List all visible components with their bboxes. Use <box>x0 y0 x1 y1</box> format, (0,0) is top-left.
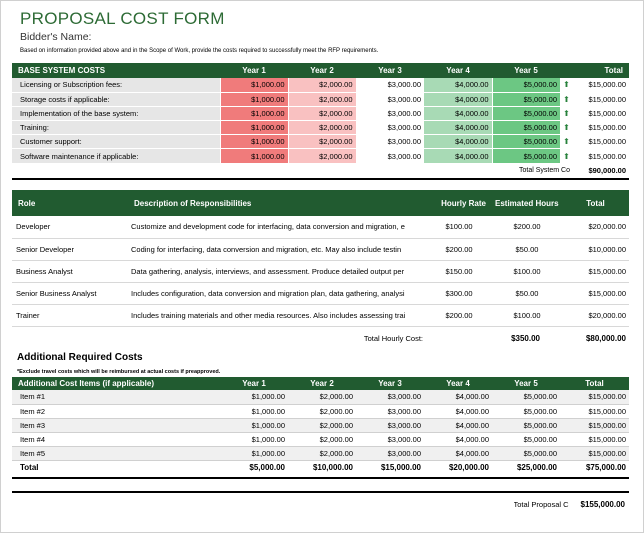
add-row-total: $15,000.00 <box>560 404 629 418</box>
col-header-hourly-rate: Hourly Rate <box>426 190 492 216</box>
role-description: Coding for interfacing, data conversion and migration, etc. May also include testin <box>128 238 426 260</box>
year4-cost[interactable]: $4,000.00 <box>424 92 492 106</box>
additional-item-row <box>12 446 629 460</box>
add-year1-cost[interactable]: $1,000.00 <box>220 446 288 460</box>
spacer <box>12 327 128 349</box>
proposal-divider-top <box>12 477 629 479</box>
add-total-year5: $25,000.00 <box>516 462 557 472</box>
col-header-add-year1: Year 1 <box>220 377 288 390</box>
add-year4-cost[interactable]: $4,000.00 <box>424 432 492 446</box>
year3-cost[interactable]: $3,000.00 <box>356 106 424 120</box>
year3-cost[interactable]: $3,000.00 <box>356 149 424 163</box>
year2-cost[interactable]: $2,000.00 <box>288 149 356 163</box>
cost-item-label: Customer support: <box>12 135 220 149</box>
add-row-total: $15,000.00 <box>560 432 629 446</box>
add-year1-cost[interactable]: $1,000.00 <box>220 404 288 418</box>
add-total-year4: $20,000.00 <box>448 462 489 472</box>
year1-cost[interactable]: $1,000.00 <box>220 92 288 106</box>
col-header-year5: Year 5 <box>492 63 560 78</box>
year4-cost[interactable]: $4,000.00 <box>424 149 492 163</box>
cost-item-label: Software maintenance if applicable: <box>12 149 220 163</box>
bidder-name-label[interactable]: Bidder's Name: <box>20 31 92 43</box>
role-row <box>12 283 629 305</box>
col-header-estimated-hours: Estimated Hours <box>492 190 562 216</box>
year1-cost[interactable]: $1,000.00 <box>220 78 288 92</box>
row-total: $15,000.00 <box>573 78 629 92</box>
year5-cost[interactable]: $5,000.00 <box>492 149 560 163</box>
year4-cost[interactable]: $4,000.00 <box>424 106 492 120</box>
year3-cost[interactable]: $3,000.00 <box>356 78 424 92</box>
col-header-base-system: BASE SYSTEM COSTS <box>12 63 220 78</box>
role-row <box>12 260 629 282</box>
role-total: $20,000.00 <box>562 216 629 238</box>
base-system-row <box>12 121 629 135</box>
year3-cost[interactable]: $3,000.00 <box>356 92 424 106</box>
total-hourly-cost-label: Total Hourly Cost: <box>363 333 423 343</box>
year5-cost[interactable]: $5,000.00 <box>492 92 560 106</box>
year5-cost[interactable]: $5,000.00 <box>492 121 560 135</box>
additional-item-label: Item #4 <box>12 432 220 446</box>
additional-total-row <box>12 460 629 474</box>
cost-item-label: Storage costs if applicable: <box>12 92 220 106</box>
additional-costs-table <box>12 377 629 474</box>
add-year5-cost[interactable]: $5,000.00 <box>492 404 560 418</box>
total-system-cost-value: $90,000.00 <box>573 163 629 177</box>
base-system-row <box>12 92 629 106</box>
base-system-row <box>12 149 629 163</box>
role-name: Senior Business Analyst <box>12 283 128 305</box>
add-year4-cost[interactable]: $4,000.00 <box>424 390 492 404</box>
col-header-description: Description of Responsibilities <box>128 190 426 216</box>
col-header-add-total: Total <box>560 377 629 390</box>
add-year1-cost[interactable]: $1,000.00 <box>220 418 288 432</box>
add-row-total: $15,000.00 <box>560 418 629 432</box>
role-description: Includes configuration, data conversion and migration plan, data gathering, analysi <box>128 283 426 305</box>
col-header-indicator <box>560 63 573 78</box>
year1-cost[interactable]: $1,000.00 <box>220 135 288 149</box>
add-total-year2: $10,000.00 <box>312 462 353 472</box>
role-total: $10,000.00 <box>562 238 629 260</box>
role-description: Data gathering, analysis, interviews, and assessment. Produce detailed output per <box>128 260 426 282</box>
col-header-add-year5: Year 5 <box>492 377 560 390</box>
col-header-add-year3: Year 3 <box>356 377 424 390</box>
hourly-rate[interactable]: $300.00 <box>426 283 492 305</box>
total-hourly-rate: $350.00 <box>511 333 540 343</box>
year1-cost[interactable]: $1,000.00 <box>220 121 288 135</box>
year2-cost[interactable]: $2,000.00 <box>288 121 356 135</box>
year2-cost[interactable]: $2,000.00 <box>288 78 356 92</box>
form-title: PROPOSAL COST FORM <box>20 9 225 28</box>
additional-item-label: Item #1 <box>12 390 220 404</box>
add-row-total: $15,000.00 <box>560 390 629 404</box>
add-year2-cost[interactable]: $2,000.00 <box>288 432 356 446</box>
estimated-hours[interactable]: $50.00 <box>492 283 562 305</box>
instructions-note: Based on information provided above and in the Scope of Work, provide the costs required to successfully meet the RFP requirements. <box>20 48 379 54</box>
additional-total-label: Total <box>20 462 39 472</box>
add-year4-cost[interactable]: $4,000.00 <box>424 446 492 460</box>
year4-cost[interactable]: $4,000.00 <box>424 121 492 135</box>
additional-header-row <box>12 377 629 390</box>
estimated-hours[interactable]: $50.00 <box>492 238 562 260</box>
add-year5-cost[interactable]: $5,000.00 <box>492 418 560 432</box>
roles-header-row <box>12 190 629 216</box>
role-total: $15,000.00 <box>562 260 629 282</box>
spacer <box>12 163 492 177</box>
row-total: $15,000.00 <box>573 106 629 120</box>
up-arrow-icon: ⬆ <box>560 106 573 120</box>
add-total-year3: $15,000.00 <box>380 462 421 472</box>
year4-cost[interactable]: $4,000.00 <box>424 78 492 92</box>
col-header-add-year2: Year 2 <box>288 377 356 390</box>
total-proposal-label: Total Proposal C <box>513 500 569 509</box>
year5-cost[interactable]: $5,000.00 <box>492 78 560 92</box>
add-year3-cost[interactable]: $3,000.00 <box>356 404 424 418</box>
base-system-total-row <box>12 163 629 177</box>
base-system-row <box>12 78 629 92</box>
cost-item-label: Training: <box>12 121 220 135</box>
col-header-year4: Year 4 <box>424 63 492 78</box>
add-year3-cost[interactable]: $3,000.00 <box>356 432 424 446</box>
roles-total-row <box>12 327 629 349</box>
col-header-additional-items: Additional Cost Items (if applicable) <box>12 377 220 390</box>
total-proposal-cost <box>420 500 625 509</box>
add-year5-cost[interactable]: $5,000.00 <box>492 432 560 446</box>
section-divider <box>12 178 629 180</box>
estimated-hours[interactable]: $100.00 <box>492 260 562 282</box>
up-arrow-icon: ⬆ <box>560 149 573 163</box>
year2-cost[interactable]: $2,000.00 <box>288 92 356 106</box>
role-row <box>12 305 629 327</box>
add-total-year1: $5,000.00 <box>249 462 285 472</box>
row-total: $15,000.00 <box>573 149 629 163</box>
add-year3-cost[interactable]: $3,000.00 <box>356 446 424 460</box>
additional-item-label: Item #3 <box>12 418 220 432</box>
up-arrow-icon: ⬆ <box>560 135 573 149</box>
add-year5-cost[interactable]: $5,000.00 <box>492 446 560 460</box>
col-header-year3: Year 3 <box>356 63 424 78</box>
add-year1-cost[interactable]: $1,000.00 <box>220 432 288 446</box>
role-total: $15,000.00 <box>562 283 629 305</box>
add-year2-cost[interactable]: $2,000.00 <box>288 446 356 460</box>
role-name: Senior Developer <box>12 238 128 260</box>
travel-exclusion-note: *Exclude travel costs which will be reimbursed at actual costs if preapproved. <box>17 369 221 375</box>
hourly-rate[interactable]: $200.00 <box>426 305 492 327</box>
role-total: $20,000.00 <box>562 305 629 327</box>
up-arrow-icon: ⬆ <box>560 121 573 135</box>
up-arrow-icon: ⬆ <box>560 78 573 92</box>
add-year3-cost[interactable]: $3,000.00 <box>356 418 424 432</box>
add-total-grand: $75,000.00 <box>585 462 626 472</box>
additional-item-row <box>12 404 629 418</box>
role-name: Trainer <box>12 305 128 327</box>
additional-item-row <box>12 390 629 404</box>
role-row <box>12 238 629 260</box>
year5-cost[interactable]: $5,000.00 <box>492 106 560 120</box>
hourly-rate[interactable]: $200.00 <box>426 238 492 260</box>
add-year2-cost[interactable]: $2,000.00 <box>288 418 356 432</box>
up-arrow-icon: ⬆ <box>560 92 573 106</box>
total-proposal-value[interactable]: $155,000.00 <box>580 500 625 509</box>
col-header-total: Total <box>573 63 629 78</box>
hourly-rate[interactable]: $100.00 <box>426 216 492 238</box>
additional-costs-heading: Additional Required Costs <box>17 352 143 363</box>
row-total: $15,000.00 <box>573 92 629 106</box>
col-header-year1: Year 1 <box>220 63 288 78</box>
role-description: Customize and development code for interfacing, data conversion and migration, e <box>128 216 426 238</box>
add-year3-cost[interactable]: $3,000.00 <box>356 390 424 404</box>
role-description: Includes training materials and other media resources. Also includes assessing trai <box>128 305 426 327</box>
total-hourly-value: $80,000.00 <box>585 333 626 343</box>
cost-item-label: Implementation of the base system: <box>12 106 220 120</box>
total-system-cost-label: Total System Co <box>492 163 573 177</box>
hourly-roles-table <box>12 190 629 349</box>
role-row <box>12 216 629 238</box>
col-header-year2: Year 2 <box>288 63 356 78</box>
row-total: $15,000.00 <box>573 121 629 135</box>
estimated-hours[interactable]: $200.00 <box>492 216 562 238</box>
year1-cost[interactable]: $1,000.00 <box>220 106 288 120</box>
additional-item-row <box>12 418 629 432</box>
hourly-rate[interactable]: $150.00 <box>426 260 492 282</box>
add-year5-cost[interactable]: $5,000.00 <box>492 390 560 404</box>
year5-cost[interactable]: $5,000.00 <box>492 135 560 149</box>
add-year4-cost[interactable]: $4,000.00 <box>424 418 492 432</box>
add-year2-cost[interactable]: $2,000.00 <box>288 390 356 404</box>
additional-item-row <box>12 432 629 446</box>
base-system-row <box>12 106 629 120</box>
add-year2-cost[interactable]: $2,000.00 <box>288 404 356 418</box>
add-year4-cost[interactable]: $4,000.00 <box>424 404 492 418</box>
year3-cost[interactable]: $3,000.00 <box>356 135 424 149</box>
base-system-header-row <box>12 63 629 78</box>
col-header-role: Role <box>12 190 128 216</box>
add-year1-cost[interactable]: $1,000.00 <box>220 390 288 404</box>
cost-item-label: Licensing or Subscription fees: <box>12 78 220 92</box>
add-row-total: $15,000.00 <box>560 446 629 460</box>
year2-cost[interactable]: $2,000.00 <box>288 135 356 149</box>
col-header-add-year4: Year 4 <box>424 377 492 390</box>
base-system-costs-table <box>12 63 629 178</box>
year3-cost[interactable]: $3,000.00 <box>356 121 424 135</box>
col-header-roles-total: Total <box>562 190 629 216</box>
role-name: Developer <box>12 216 128 238</box>
additional-item-label: Item #2 <box>12 404 220 418</box>
role-name: Business Analyst <box>12 260 128 282</box>
estimated-hours[interactable]: $100.00 <box>492 305 562 327</box>
year4-cost[interactable]: $4,000.00 <box>424 135 492 149</box>
base-system-row <box>12 135 629 149</box>
proposal-divider-bottom <box>12 491 629 493</box>
additional-item-label: Item #5 <box>12 446 220 460</box>
row-total: $15,000.00 <box>573 135 629 149</box>
year2-cost[interactable]: $2,000.00 <box>288 106 356 120</box>
year1-cost[interactable]: $1,000.00 <box>220 149 288 163</box>
